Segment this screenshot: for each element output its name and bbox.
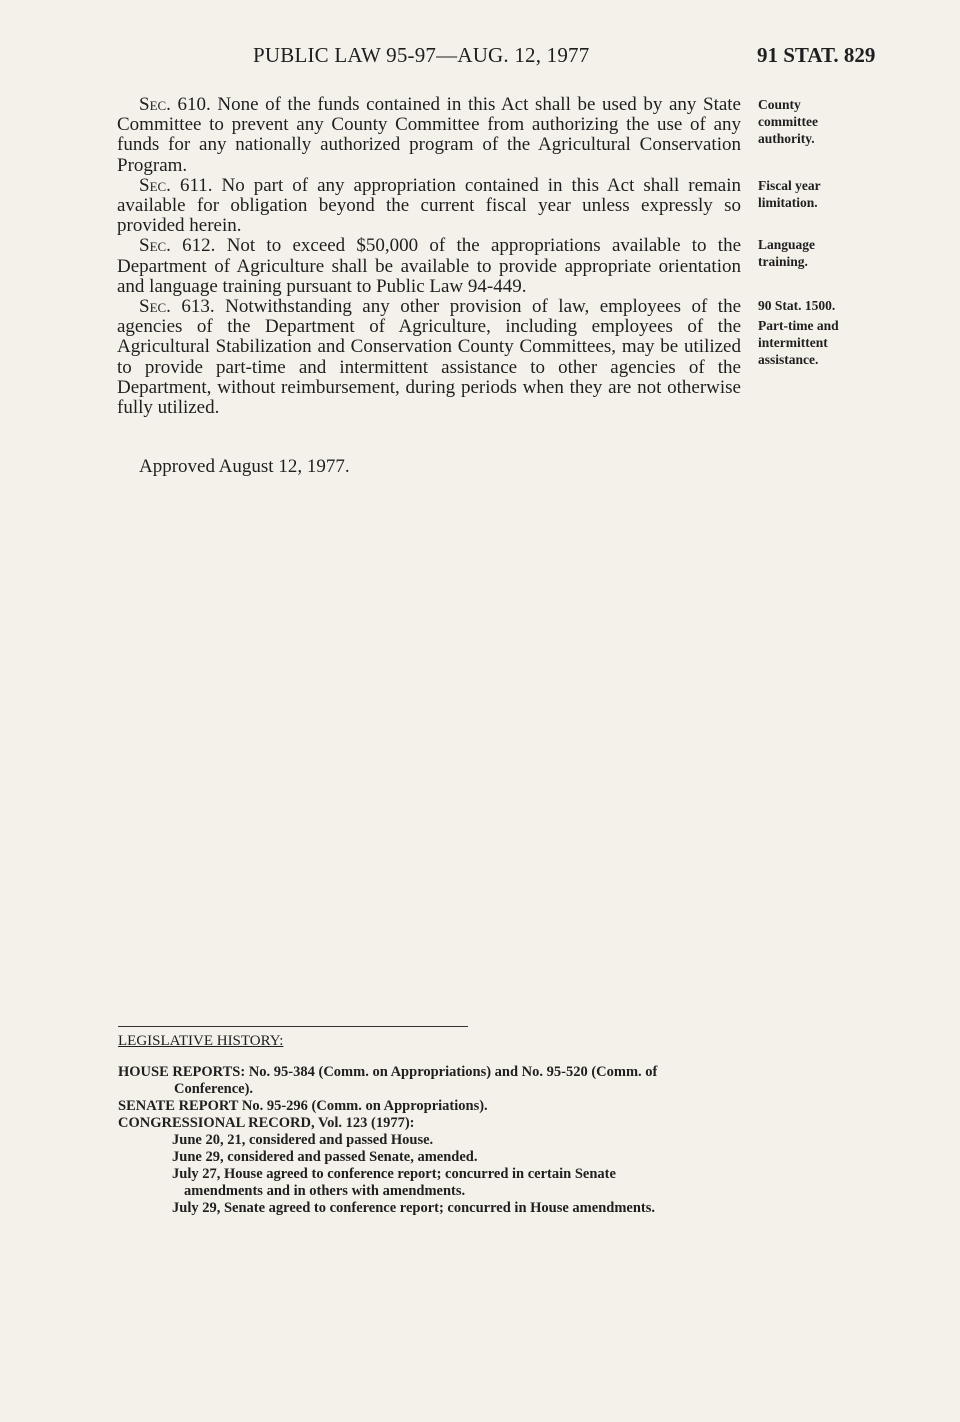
section-612 [117, 236, 741, 297]
section-label: Sec. [139, 296, 171, 318]
note-line: intermittent [758, 335, 828, 350]
house-reports-continued: Conference). [174, 1081, 254, 1097]
section-611 [117, 176, 741, 237]
section-text: None of the funds contained in this Act shall be used by any State Committee to prevent any County Committee from authorizing the use of any funds for any nationally authorized program of the Agricultural Conservation Program. [117, 94, 741, 176]
house-reports: HOUSE REPORTS: No. 95-384 (Comm. on Appropriations) and No. 95-520 (Comm. of [118, 1064, 658, 1080]
history-entry: July 29, Senate agreed to conference report; concurred in House amendments. [172, 1200, 656, 1216]
note-line: Part-time and [758, 318, 839, 333]
note-line: assistance. [758, 352, 819, 367]
history-title: LEGISLATIVE HISTORY: [118, 1033, 284, 1049]
section-label: Sec. [139, 235, 171, 257]
section-label: Sec. [139, 94, 171, 115]
section-number: 610. [170, 94, 218, 115]
section-text: Not to exceed $50,000 of the appropriations available to the Department of Agriculture shall be available to provide appropriate orientation and language training pursuant to Public Law 94-449. [117, 235, 741, 297]
history-divider [118, 1026, 468, 1027]
note-line: Fiscal year [758, 178, 821, 193]
legislative-history [118, 1033, 740, 1217]
margin-note-language-training [758, 236, 815, 270]
section-613 [117, 297, 741, 418]
history-entry-continued: amendments and in others with amendments. [184, 1183, 466, 1199]
margin-note-part-time [758, 317, 839, 368]
history-entry: July 27, House agreed to conference report; concurred in certain Senate [172, 1166, 616, 1182]
section-text: Notwithstanding any other provision of law, employees of the agencies of the Department of Agriculture, including employees of the Agricultural Stabilization and Conservation County Committees, may be utilized to provide part-time and intermittent assistance to other agencies of the Department, without reimbursement, during periods when they are not otherwise fully utilized. [117, 296, 741, 419]
margin-note-county-committee [758, 96, 818, 147]
note-line: 90 Stat. 1500. [758, 298, 836, 313]
margin-note-stat-citation [758, 297, 835, 314]
congressional-record: CONGRESSIONAL RECORD, Vol. 123 (1977): [118, 1115, 415, 1131]
stat-page-reference: 91 STAT. 829 [757, 43, 876, 67]
history-entry: June 20, 21, considered and passed House. [172, 1132, 434, 1148]
note-line: committee [758, 114, 818, 129]
law-title-header: PUBLIC LAW 95-97—AUG. 12, 1977 [253, 43, 590, 67]
note-line: County [758, 97, 801, 112]
note-line: Language [758, 237, 816, 252]
approval-date: Approved August 12, 1977. [139, 456, 350, 477]
note-line: training. [758, 254, 808, 269]
note-line: limitation. [758, 195, 818, 210]
section-number: 613. [170, 296, 226, 318]
section-text: No part of any appropriation contained in this Act shall remain available for obligation beyond the current fiscal year unless expressly so provided herein. [117, 174, 741, 237]
section-label: Sec. [139, 174, 171, 196]
senate-report: SENATE REPORT No. 95-296 (Comm. on Appropriations). [118, 1098, 488, 1114]
section-610 [117, 95, 741, 176]
margin-note-fiscal-year [758, 177, 821, 211]
section-number: 611. [170, 174, 222, 196]
note-line: authority. [758, 131, 815, 146]
law-body [117, 95, 741, 418]
section-number: 612. [170, 235, 227, 257]
history-entry: June 29, considered and passed Senate, amended. [172, 1149, 478, 1165]
